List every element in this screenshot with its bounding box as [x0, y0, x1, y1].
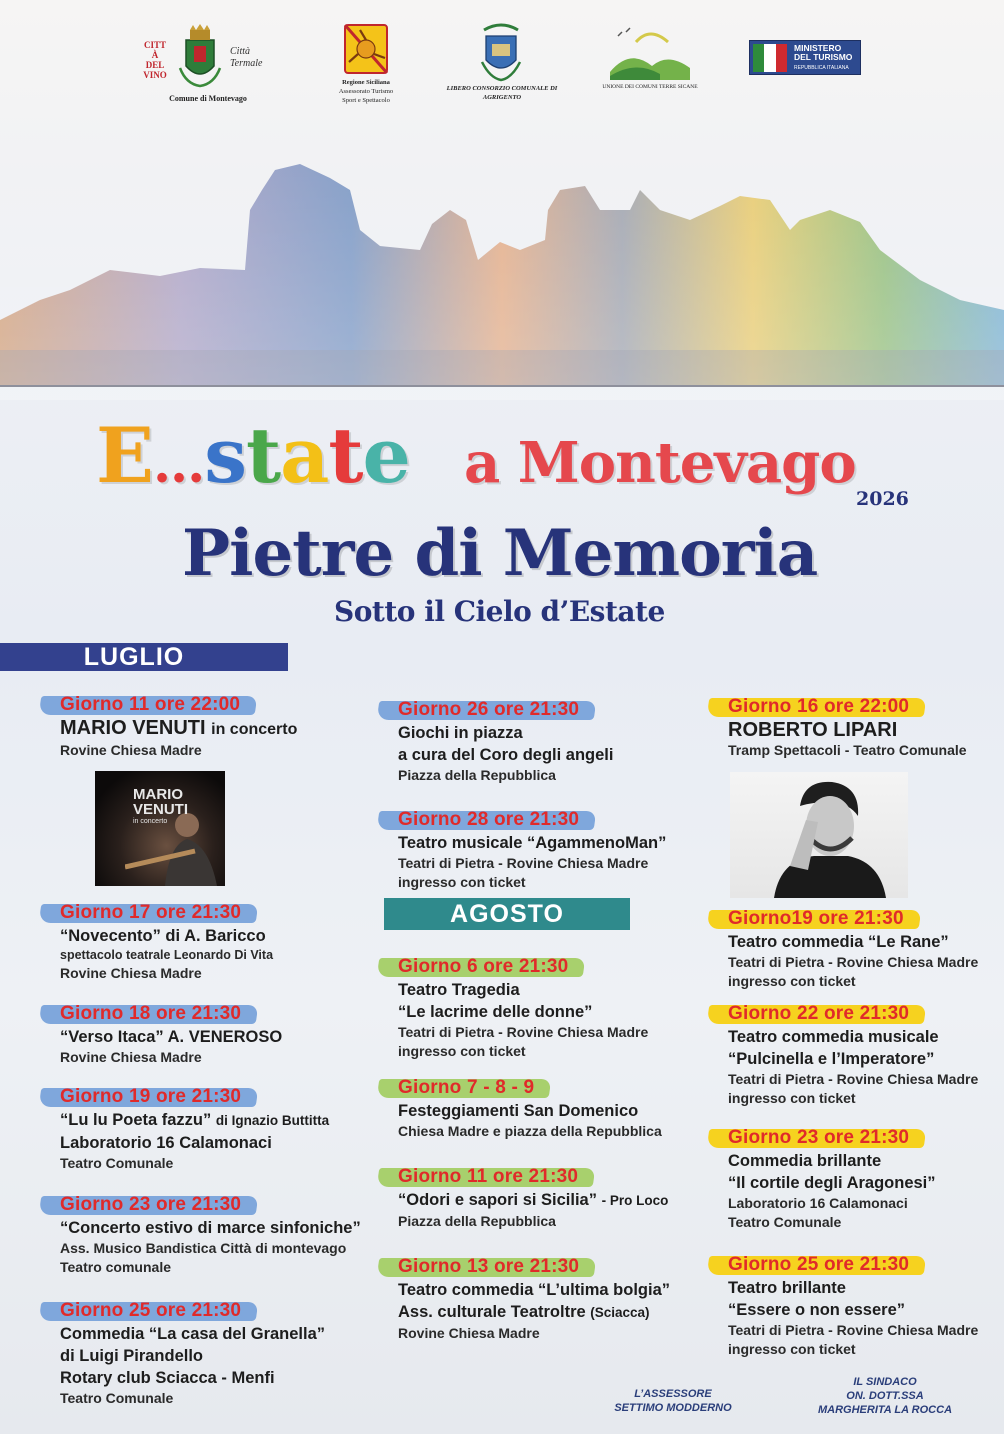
event-date-tag: Giorno 7 - 8 - 9: [378, 1075, 550, 1100]
event-title-suffix: (Sciacca): [590, 1305, 650, 1320]
event-venue: Teatri di Pietra - Rovine Chiesa Madre: [728, 1322, 979, 1338]
comune-crest-icon: [176, 24, 224, 88]
event-venue: Rovine Chiesa Madre: [60, 965, 202, 981]
consorzio-crest-icon: [478, 22, 524, 82]
event-venue: Teatro Comunale: [60, 1390, 174, 1406]
event-title: Festeggiamenti San Domenico: [398, 1102, 639, 1120]
event-date-tag: Giorno19 ore 21:30: [708, 906, 920, 931]
event-venue: Rovine Chiesa Madre: [60, 1049, 202, 1065]
event-date-tag: Giorno 22 ore 21:30: [708, 1001, 925, 1026]
event-title-line2: Ass. culturale Teatroltre: [398, 1303, 586, 1321]
regione-label: Regione Siciliana Assessorato Turismo Sport e Spettacolo: [338, 79, 394, 104]
event-title: “Verso Itaca” A. VENEROSO: [60, 1028, 283, 1046]
event-jul-17: [40, 900, 273, 983]
event-detail: Ass. Musico Bandistica Città di montevago: [60, 1240, 347, 1256]
event-date-tag: Giorno 6 ore 21:30: [378, 954, 584, 979]
event-date-tag: Giorno 28 ore 21:30: [378, 807, 595, 832]
comedian-portrait-icon: [760, 776, 890, 898]
logo-regione-siciliana: [326, 24, 406, 114]
ministero-label: MINISTERO DEL TURISMO REPUBBLICA ITALIANA: [794, 43, 853, 71]
event-detail: di Luigi Pirandello: [60, 1347, 204, 1365]
event-title-suffix: in concerto: [211, 721, 298, 738]
event-ticket: ingresso con ticket: [398, 1043, 526, 1059]
event-venue: Teatri di Pietra - Rovine Chiesa Madre: [728, 954, 979, 970]
event-date-tag: Giorno 18 ore 21:30: [40, 1001, 257, 1026]
event-title: Teatro musicale “AgammenoMan”: [398, 834, 667, 852]
event-jul-16: [708, 694, 967, 760]
event-title-line2: “Essere o non essere”: [728, 1301, 906, 1319]
roberto-lipari-photo: [730, 772, 908, 898]
event-jul-25: [40, 1298, 325, 1408]
event-jul-23: [40, 1192, 361, 1277]
event-ticket: ingresso con ticket: [728, 973, 856, 989]
event-date-tag: Giorno 13 ore 21:30: [378, 1254, 595, 1279]
event-venue: Teatri di Pietra - Rovine Chiesa Madre: [728, 1071, 979, 1087]
estate-letter: e: [362, 411, 410, 500]
estate-letter: a: [280, 411, 329, 500]
event-title-suffix: - Pro Loco: [601, 1193, 669, 1208]
citta-del-vino-logo: CITTÀ DEL VINO: [143, 40, 167, 80]
luglio-month-bar: LUGLIO: [0, 643, 288, 671]
estate-letter: ...: [152, 434, 205, 495]
event-ticket: ingresso con ticket: [398, 874, 526, 890]
event-jul-18: [40, 1001, 282, 1067]
year-label: 2026: [856, 488, 909, 510]
event-title: Teatro commedia “Le Rane”: [728, 933, 949, 951]
event-jul-28: [378, 807, 666, 892]
event-title: Giochi in piazza: [398, 724, 523, 742]
assessore-signature: L’ASSESSORE SETTIMO MODDERNO: [614, 1388, 732, 1414]
event-jul-22: [708, 1001, 978, 1108]
ruins-skyline-illustration: [0, 150, 1004, 400]
event-detail: Laboratorio 16 Calamonaci: [60, 1134, 272, 1152]
event-detail: Rotary club Sciacca - Menfi: [60, 1369, 275, 1387]
agosto-month-bar: AGOSTO: [384, 898, 630, 930]
event-title: Teatro commedia musicale: [728, 1028, 939, 1046]
event-date-tag: Giorno 11 ore 22:00: [40, 692, 256, 717]
logo-consorzio-agrigento: [444, 20, 560, 110]
estate-letter: s: [204, 411, 247, 500]
event-date-tag: Giorno 19 ore 21:30: [40, 1084, 257, 1109]
estate-letter: E: [96, 411, 153, 500]
event-date-tag: Giorno 17 ore 21:30: [40, 900, 257, 925]
event-ticket: ingresso con ticket: [728, 1090, 856, 1106]
event-ticket: ingresso con ticket: [728, 1341, 856, 1357]
logo-terre-sicane: [596, 26, 704, 96]
event-title: “Concerto estivo di marce sinfoniche”: [60, 1219, 361, 1237]
event-venue: Teatri di Pietra - Rovine Chiesa Madre: [398, 855, 649, 871]
event-title: Teatro commedia “L’ultima bolgia”: [398, 1281, 670, 1299]
event-title-line2: “Le lacrime delle donne”: [398, 1003, 593, 1021]
event-venue: Tramp Spettacoli - Teatro Comunale: [728, 742, 967, 758]
terre-sicane-hills-icon: [610, 26, 690, 80]
event-date-tag: Giorno 26 ore 21:30: [378, 697, 595, 722]
event-venue: Teatro Comunale: [728, 1214, 842, 1230]
event-jul-19-lipari-col: [708, 906, 978, 991]
comune-label: Comune di Montevago: [169, 94, 247, 103]
event-title-suffix: di Ignazio Buttitta: [215, 1113, 330, 1128]
event-title: Teatro brillante: [728, 1279, 846, 1297]
italian-flag-icon: [753, 44, 787, 72]
main-title: Pietre di Memoria: [182, 516, 818, 591]
event-date-tag: Giorno 25 ore 21:30: [40, 1298, 257, 1323]
event-date-tag: Giorno 16 ore 22:00: [708, 694, 925, 719]
event-aug-11: [378, 1164, 668, 1231]
event-title: Commedia brillante: [728, 1152, 882, 1170]
event-venue: Rovine Chiesa Madre: [398, 1325, 540, 1341]
event-title: “Novecento” di A. Baricco: [60, 927, 266, 945]
sindaco-signature: IL SINDACO ON. DOTT.SSA MARGHERITA LA ROCCA: [817, 1376, 953, 1416]
event-venue: Teatro Comunale: [60, 1155, 174, 1171]
consorzio-label: LIBERO CONSORZIO COMUNALE DI AGRIGENTO: [446, 85, 558, 101]
event-title: ROBERTO LIPARI: [728, 719, 898, 741]
a-montevago-title: a Montevago: [464, 430, 856, 496]
estate-letter: t: [246, 411, 281, 500]
event-venue: Teatro comunale: [60, 1259, 171, 1275]
event-jul-11: [40, 692, 297, 760]
event-date-tag: Giorno 11 ore 21:30: [378, 1164, 594, 1189]
event-title-line2: a cura del Coro degli angeli: [398, 746, 614, 764]
event-title-line2: “Il cortile degli Aragonesi”: [728, 1174, 936, 1192]
mario-venuti-photo: [95, 771, 225, 886]
trinacria-icon: [344, 24, 388, 74]
event-venue: Chiesa Madre e piazza della Repubblica: [398, 1123, 662, 1139]
event-date-tag: Giorno 23 ore 21:30: [708, 1125, 925, 1150]
event-detail: Laboratorio 16 Calamonaci: [728, 1195, 908, 1211]
mario-photo-text: MARIO VENUTI in concerto: [133, 786, 189, 825]
event-aug-7-8-9: [378, 1075, 662, 1141]
event-venue: Rovine Chiesa Madre: [60, 742, 202, 758]
estate-letter: t: [328, 411, 363, 500]
logo-ministero-turismo: [749, 40, 861, 75]
event-venue: Piazza della Repubblica: [398, 1213, 556, 1229]
event-venue: Piazza della Repubblica: [398, 767, 556, 783]
event-title: “Lu lu Poeta fazzu”: [60, 1111, 212, 1129]
logo-comune-montevago: [138, 22, 278, 112]
citta-termale-logo: Città Termale: [230, 46, 263, 69]
event-jul-19: [40, 1084, 329, 1173]
event-jul-25-col3: [708, 1252, 978, 1359]
event-jul-23-col3: [708, 1125, 936, 1232]
event-title: MARIO VENUTI: [60, 717, 206, 739]
subtitle: Sotto il Cielo d’Estate: [334, 595, 665, 628]
event-aug-6: [378, 954, 648, 1061]
event-detail: spettacolo teatrale Leonardo Di Vita: [60, 948, 274, 962]
event-date-tag: Giorno 25 ore 21:30: [708, 1252, 925, 1277]
event-venue: Teatri di Pietra - Rovine Chiesa Madre: [398, 1024, 649, 1040]
unione-label: UNIONE DEI COMUNI TERRE SICANE: [602, 84, 698, 90]
event-title: Commedia “La casa del Granella”: [60, 1325, 326, 1343]
event-aug-13: [378, 1254, 670, 1343]
event-title: “Odori e sapori si Sicilia”: [398, 1191, 597, 1209]
event-jul-26: [378, 697, 613, 785]
estate-title: [96, 408, 410, 504]
event-title-line2: “Pulcinella e l’Imperatore”: [728, 1050, 935, 1068]
event-title: Teatro Tragedia: [398, 981, 520, 999]
event-date-tag: Giorno 23 ore 21:30: [40, 1192, 257, 1217]
